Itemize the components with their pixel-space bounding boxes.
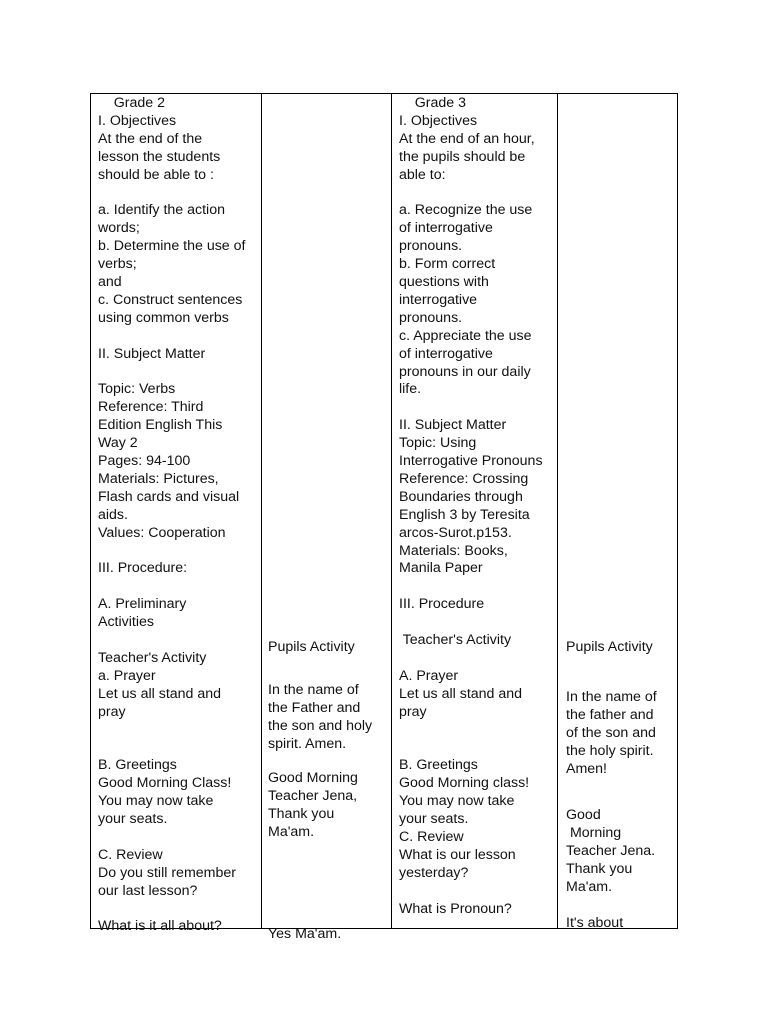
text-line: of the son and [566, 725, 656, 742]
text-line: b. Determine the use of [98, 238, 246, 255]
text-line: C. Review [399, 828, 464, 845]
text-line: Grade 3 [399, 95, 467, 111]
text-line: aids. [98, 506, 128, 523]
text-line: the pupils should be [399, 148, 526, 165]
text-line: In the name of [268, 682, 359, 699]
text-line: the Father and [268, 700, 361, 717]
text-line: Manila Paper [399, 560, 483, 577]
text-line: Thank you [268, 805, 335, 822]
text-line: Interrogative Pronouns [399, 453, 543, 469]
text-line: Good Morning class! [399, 775, 530, 792]
text-line: Materials: Pictures, [98, 470, 219, 487]
text-line: You may now take [98, 793, 214, 810]
grade2-pupils-column [268, 94, 390, 942]
text-line: Materials: Books, [399, 542, 508, 559]
text-line: You may now take [399, 793, 515, 810]
text-line: What is our lesson [399, 846, 516, 863]
text-line: Good Morning Class! [98, 775, 232, 792]
column-divider [261, 94, 262, 928]
text-line: Values: Cooperation [98, 524, 226, 541]
text-line: At the end of an hour, [399, 130, 535, 147]
lesson-plan-table [90, 93, 678, 942]
text-line: A. Preliminary [98, 596, 187, 613]
text-line: Activities [98, 614, 154, 631]
text-line: verbs; [98, 256, 137, 273]
text-line: Let us all stand and [399, 685, 523, 702]
text-line: c. Appreciate the use [399, 327, 532, 344]
text-line: Reference: Third [98, 399, 204, 416]
text-line: II. Subject Matter [399, 417, 507, 434]
text-line: pray [98, 703, 126, 720]
text-line: II. Subject Matter [98, 345, 206, 362]
text-line: our last lesson? [98, 882, 198, 899]
text-line: What is it all about? [98, 918, 222, 935]
text-line: the son and holy [268, 717, 373, 734]
text-line: At the end of the [98, 130, 203, 147]
text-line: life. [399, 381, 422, 398]
text-line: pronouns. [399, 309, 463, 326]
text-line: English 3 by Teresita [399, 506, 530, 523]
text-line: lesson the students [98, 148, 221, 165]
text-line: Topic: Using [399, 435, 477, 452]
text-line: Grade 2 [98, 95, 166, 111]
text-line: Flash cards and visual [98, 488, 240, 505]
text-line: Topic: Verbs [98, 381, 176, 398]
text-line: able to: [399, 166, 446, 183]
grade3-pupils-column [566, 94, 678, 931]
text-line: What is Pronoun? [399, 900, 512, 917]
text-line: Reference: Crossing [399, 470, 529, 487]
text-line: Pupils Activity [566, 639, 653, 656]
text-line: Pupils Activity [268, 639, 355, 656]
text-line: c. Construct sentences [98, 291, 243, 308]
text-line: Good Morning [268, 769, 358, 786]
text-line: B. Greetings [98, 757, 177, 774]
text-line: Way 2 [98, 435, 138, 452]
text-line: C. Review [98, 846, 163, 863]
text-line: yesterday? [399, 864, 469, 881]
text-line: should be able to : [98, 166, 214, 183]
text-line: the holy spirit. [566, 742, 654, 759]
text-line: Let us all stand and [98, 685, 222, 702]
text-line: B. Greetings [399, 757, 478, 774]
text-line: questions with [399, 274, 489, 290]
text-line: words; [98, 220, 140, 237]
text-line: Teacher's Activity [399, 632, 512, 648]
text-line: a. Prayer [98, 667, 156, 684]
text-line: Ma'am. [566, 879, 613, 896]
text-line: pronouns in our daily [399, 363, 531, 380]
text-line: I. Objectives [399, 112, 478, 129]
column-divider [557, 94, 558, 928]
text-line: spirit. Amen. [268, 735, 347, 752]
text-line: your seats. [399, 811, 469, 827]
text-line: pronouns. [399, 238, 463, 255]
text-line: interrogative [399, 291, 478, 308]
text-line: Pages: 94-100 [98, 453, 191, 469]
text-line: the father and [566, 707, 654, 724]
text-line: a. Recognize the use [399, 202, 533, 219]
text-line: and [98, 274, 122, 290]
text-line: of interrogative [399, 220, 493, 237]
text-line: I. Objectives [98, 112, 177, 129]
text-line: Ma'am. [268, 823, 315, 840]
text-line: It's about [566, 914, 624, 931]
text-line: of interrogative [399, 345, 493, 362]
text-line: In the name of [566, 689, 657, 706]
text-line: A. Prayer [399, 667, 459, 684]
text-line: Teacher's Activity [98, 649, 207, 666]
text-line: your seats. [98, 811, 168, 827]
text-line: Amen! [566, 760, 608, 777]
text-line: III. Procedure: [98, 560, 188, 577]
grade3-teacher-column [399, 94, 556, 928]
text-line: b. Form correct [399, 256, 496, 273]
column-divider [391, 94, 392, 928]
text-line: Do you still remember [98, 864, 236, 881]
text-line: pray [399, 703, 427, 720]
text-line: Boundaries through [399, 488, 523, 505]
grade2-teacher-column [98, 94, 260, 935]
text-line: Teacher Jena. [566, 843, 656, 860]
text-line: arcos-Surot.p153. [399, 524, 512, 541]
text-line: Yes Ma'am. [268, 925, 342, 942]
text-line: using common verbs [98, 309, 229, 326]
text-line: Good [566, 807, 601, 824]
text-line: Teacher Jena, [268, 787, 358, 804]
text-line: a. Identify the action [98, 202, 225, 219]
text-line: Edition English This [98, 417, 223, 434]
text-line: III. Procedure [399, 596, 485, 613]
text-line: Thank you [566, 861, 633, 878]
text-line: Morning [566, 825, 622, 842]
